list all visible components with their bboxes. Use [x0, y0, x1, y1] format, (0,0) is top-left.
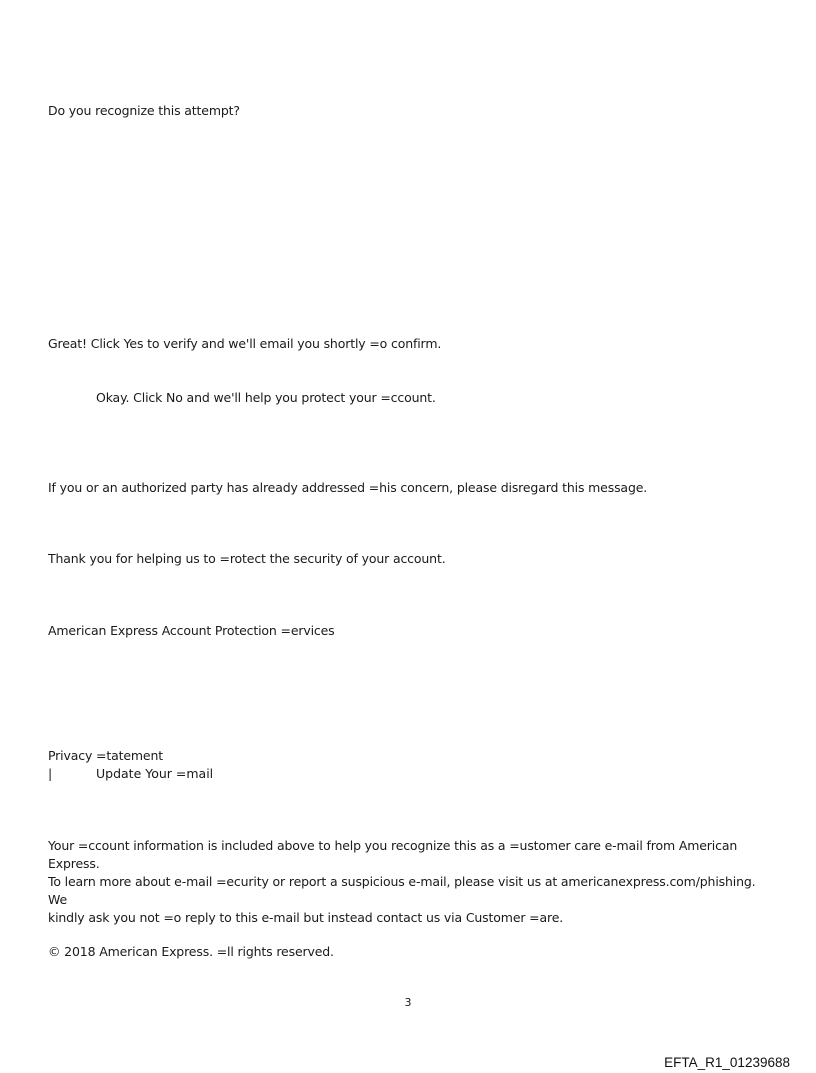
- footer-notice: [48, 837, 778, 927]
- footer-notice-line: To learn more about e-mail =ecurity or report a suspicious e-mail, please visit us at americanexpress.com/phishing. We: [48, 874, 756, 907]
- footer-notice-line: Your =ccount information is included above to help you recognize this as a =ustomer care e-mail from American Express.: [48, 838, 738, 871]
- document-id: EFTA_R1_01239688: [664, 1055, 790, 1070]
- copyright: © 2018 American Express. =ll rights reserved.: [48, 944, 334, 959]
- update-email-link[interactable]: Update Your =mail: [96, 766, 214, 781]
- update-email-row: [48, 766, 213, 782]
- recognize-question: Do you recognize this attempt?: [48, 103, 240, 118]
- no-instruction: Okay. Click No and we'll help you protect your =ccount.: [96, 390, 436, 405]
- footer-notice-line: kindly ask you not =o reply to this e-mail but instead contact us via Customer =are.: [48, 910, 564, 925]
- privacy-statement-link[interactable]: Privacy =tatement: [48, 748, 163, 763]
- thank-you-message: Thank you for helping us to =rotect the security of your account.: [48, 551, 446, 566]
- yes-instruction: Great! Click Yes to verify and we'll email you shortly =o confirm.: [48, 336, 442, 351]
- separator: |: [48, 766, 53, 781]
- page-number: 3: [404, 996, 412, 1009]
- disregard-message: If you or an authorized party has already addressed =his concern, please disregard this message.: [48, 480, 648, 495]
- signature: American Express Account Protection =ervices: [48, 623, 335, 638]
